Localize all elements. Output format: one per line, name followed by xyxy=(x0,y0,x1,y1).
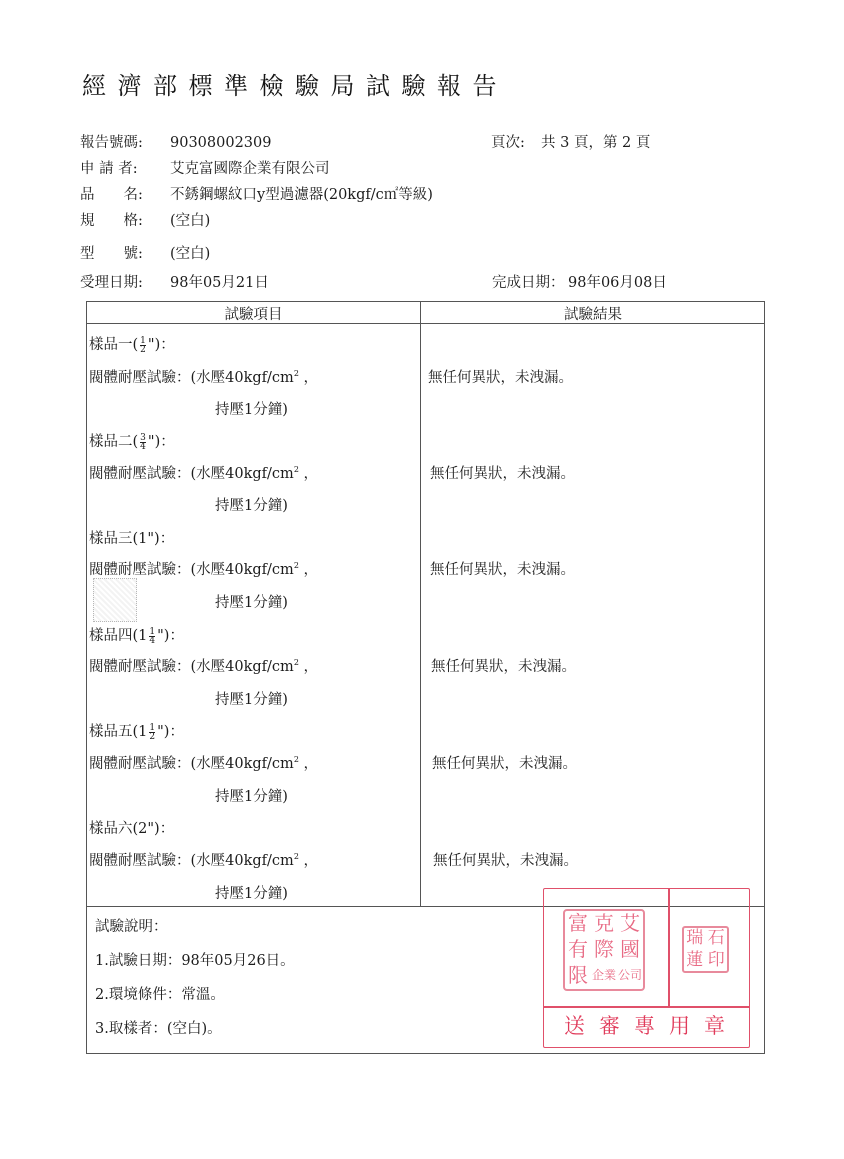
sample-1-name: 樣品一( $\frac{1}{2}$ ")： xyxy=(89,335,175,355)
table-header-row xyxy=(87,302,764,324)
sample-4-test: 閥體耐壓試驗：(水壓$40kgf/cm^2$ ， xyxy=(89,658,319,675)
spec-value: (空白) xyxy=(170,213,211,229)
report-number-label: 報告號碼: xyxy=(80,135,143,151)
stamp-divider-horizontal xyxy=(544,1006,749,1008)
header-test-item: 試驗項目 xyxy=(224,307,283,323)
note-test-date: 1.試驗日期：98年05月26日。 xyxy=(95,953,295,969)
sample-3-test: 閥體耐壓試驗：(水壓$40kgf/cm^2$ ， xyxy=(89,561,319,578)
completed-date-row xyxy=(492,271,667,292)
sample-5-hold: 持壓1分鐘) xyxy=(215,789,288,805)
stamp-label: 送審專用章 xyxy=(564,1014,739,1038)
sample-4-result: 無任何異狀，未洩漏。 xyxy=(431,659,576,675)
sample-6-result: 無任何異狀，未洩漏。 xyxy=(433,853,578,869)
fraction: $\frac{1}{4}$ xyxy=(149,626,156,646)
sample-4-name: 樣品四(1 $\frac{1}{4}$ ")： xyxy=(89,626,184,646)
sample-1-hold: 持壓1分鐘) xyxy=(215,402,288,418)
sample-4-hold: 持壓1分鐘) xyxy=(215,692,288,708)
sample-2-name: 樣品二( $\frac{3}{4}$ ")： xyxy=(89,432,175,452)
notes-title: 試驗說明： xyxy=(95,919,168,935)
submission-stamp xyxy=(543,888,750,1048)
sample-2-hold: 持壓1分鐘) xyxy=(215,498,288,514)
spec-row xyxy=(80,209,210,230)
fraction: $\frac{1}{2}$ xyxy=(140,335,146,355)
faint-stamp-mark xyxy=(93,578,137,622)
sample-5-name: 樣品五(1 $\frac{1}{2}$ ")： xyxy=(89,722,184,742)
received-date-row xyxy=(80,271,269,292)
applicant-label: 申 請 者: xyxy=(80,161,138,177)
received-date-value: 98年05月21日 xyxy=(170,275,269,291)
model-label: 型 號: xyxy=(80,246,143,262)
stamp-divider-vertical xyxy=(668,889,670,1006)
note-sampler: 3.取樣者：(空白)。 xyxy=(95,1021,222,1037)
sample-3-result: 無任何異狀，未洩漏。 xyxy=(430,562,575,578)
received-date-label: 受理日期: xyxy=(80,275,143,291)
sample-2-result: 無任何異狀，未洩漏。 xyxy=(430,466,575,482)
spec-label: 規 格: xyxy=(80,213,143,229)
page-number-row xyxy=(491,131,650,152)
sample-1-result: 無任何異狀，未洩漏。 xyxy=(428,370,573,386)
sample-6-test: 閥體耐壓試驗：(水壓$40kgf/cm^2$ ， xyxy=(89,852,319,869)
applicant-value: 艾克富國際企業有限公司 xyxy=(170,161,330,177)
applicant-row xyxy=(80,157,330,178)
sample-1-test: 閥體耐壓試驗：(水壓$40kgf/cm^2$ ， xyxy=(89,369,319,386)
sample-2-test: 閥體耐壓試驗：(水壓$40kgf/cm^2$ ， xyxy=(89,465,319,482)
header-test-result: 試驗結果 xyxy=(564,307,622,323)
report-number-row xyxy=(80,131,271,152)
sample-5-result: 無任何異狀，未洩漏。 xyxy=(432,756,577,772)
model-row xyxy=(80,242,210,263)
sample-3-name: 樣品三(1")： xyxy=(89,531,175,547)
sample-6-name: 樣品六(2")： xyxy=(89,821,175,837)
page-number-value: 共 3 頁，第 2 頁 xyxy=(541,135,651,151)
completed-date-value: 98年06月08日 xyxy=(568,275,667,291)
completed-date-label: 完成日期： xyxy=(492,275,565,291)
product-value: 不銹鋼螺紋口y型過濾器(20kgf/c㎡等級) xyxy=(170,187,433,203)
column-divider xyxy=(420,302,421,906)
personal-seal-icon: 瑞 石 蓮 印 xyxy=(682,926,729,973)
sample-5-test: 閥體耐壓試驗：(水壓$40kgf/cm^2$ ， xyxy=(89,755,319,772)
product-row xyxy=(80,183,433,204)
page-number-label: 頁次: xyxy=(491,135,525,151)
sample-3-hold: 持壓1分鐘) xyxy=(215,595,288,611)
page-title: 經濟部標準檢驗局試驗報告 xyxy=(82,72,508,100)
fraction: $\frac{3}{4}$ xyxy=(140,432,146,452)
report-number-value: 90308002309 xyxy=(170,135,272,151)
product-label: 品 名: xyxy=(80,187,143,203)
sample-6-hold: 持壓1分鐘) xyxy=(215,886,288,902)
company-seal-icon: 富 克 艾 有 際 國 限 企業 公司 xyxy=(563,909,645,991)
model-value: (空白) xyxy=(170,246,211,262)
fraction: $\frac{1}{2}$ xyxy=(149,722,156,742)
note-environment: 2.環境條件：常溫。 xyxy=(95,987,225,1003)
